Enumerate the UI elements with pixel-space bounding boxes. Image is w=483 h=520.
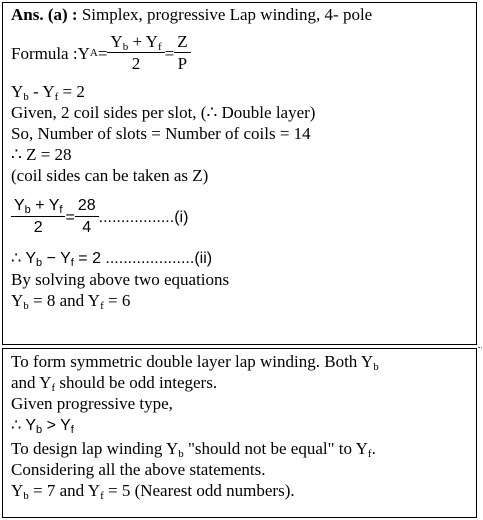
exp-l4-sub-b: b bbox=[36, 424, 43, 436]
res-mid: = 8 and Y bbox=[28, 291, 101, 310]
eq-i-sub-b: b bbox=[24, 203, 31, 216]
res-yf-sub: f bbox=[100, 300, 104, 312]
equation-i bbox=[11, 186, 470, 248]
frac-num-z: Z bbox=[174, 32, 190, 53]
eq-ii-mid: − Y bbox=[42, 250, 71, 267]
diff-rhs: = 2 bbox=[58, 82, 85, 101]
res-yb: Y bbox=[11, 291, 24, 310]
eq-i-den: 2 bbox=[33, 218, 43, 236]
explanation-line-6: Considering all the above statements. bbox=[11, 460, 266, 479]
eq-ii-prefix: ∴ Y bbox=[11, 250, 37, 267]
explanation-line-5 bbox=[11, 438, 470, 459]
eq-i-rnum: 28 bbox=[75, 196, 99, 217]
res-tail: = 6 bbox=[103, 291, 131, 310]
diff-yb-sub: b bbox=[23, 91, 29, 103]
formula-lhs: Y bbox=[77, 43, 90, 63]
answer-heading bbox=[11, 4, 470, 25]
fraction-z-over-p bbox=[174, 32, 190, 75]
eq-i-equals: = bbox=[65, 208, 75, 226]
equation-ii bbox=[11, 248, 470, 269]
exp-l1-text: To form symmetric double layer lap winding. Both Y bbox=[11, 352, 374, 371]
frac-num-yf: Y bbox=[145, 31, 158, 51]
fraction-yb-yf-over-2 bbox=[107, 32, 164, 75]
formula-eq: = bbox=[97, 43, 108, 63]
eq-i-right-fraction bbox=[75, 196, 99, 239]
eq-i-rden: 4 bbox=[82, 218, 92, 236]
exp-l4-mid: > Y bbox=[42, 417, 71, 434]
formula-equals: = bbox=[164, 43, 175, 63]
frac-den-2: 2 bbox=[131, 53, 141, 73]
frac-plus: + bbox=[128, 31, 146, 51]
explanation-line-2 bbox=[11, 372, 470, 393]
coil-note: (coil sides can be taken as Z) bbox=[11, 166, 209, 185]
given-line: Given, 2 coil sides per slot, (∴ Double layer) bbox=[11, 103, 316, 122]
explanation-line-1 bbox=[11, 351, 470, 372]
exp-l5-sub-f: f bbox=[367, 448, 372, 460]
exp-l7-sub-b: b bbox=[23, 490, 29, 502]
exp-l5-text-b: "should not be equal" to Y bbox=[183, 439, 368, 458]
exp-l4-sub-f: f bbox=[70, 424, 74, 436]
z-line: ∴ Z = 28 bbox=[11, 145, 72, 164]
result-line bbox=[11, 290, 470, 311]
eq-ii-tail: = 2 ....................(ii) bbox=[73, 250, 213, 267]
eq-i-sub-f: f bbox=[59, 203, 63, 216]
answer-title: Simplex, progressive Lap winding, 4- pole bbox=[81, 5, 373, 24]
explanation-line-4 bbox=[11, 414, 470, 438]
answer-label: Ans. (a) : bbox=[11, 5, 78, 24]
explanation-box bbox=[2, 348, 477, 518]
formula-prefix: Formula : bbox=[11, 43, 78, 63]
res-yb-sub: b bbox=[23, 300, 29, 312]
solving-line: By solving above two equations bbox=[11, 270, 230, 289]
exp-l7-text-a: Y bbox=[11, 481, 24, 500]
exp-l7-sub-f: f bbox=[100, 490, 104, 502]
frac-num-yb-sub: b bbox=[122, 40, 129, 53]
formula-line: Formula : Y A = $\frac{Y_b + Y_f}{2}$ = $\frac{Z}{P}$ bbox=[11, 25, 470, 81]
eq-i-left-fraction: $\frac{Y_b + Y_f}{2}$ bbox=[11, 196, 65, 239]
exp-l5-sub-b: b bbox=[178, 448, 184, 460]
frac-num-yb: Y bbox=[110, 31, 123, 51]
difference-line bbox=[11, 81, 470, 102]
frac-num-yf-sub: f bbox=[157, 40, 162, 53]
diff-yf-sub: f bbox=[54, 91, 59, 103]
exp-l2-text-b: should be odd integers. bbox=[55, 373, 218, 392]
diff-yb: Y bbox=[11, 82, 24, 101]
exp-l7-text-b: = 7 and Y bbox=[28, 481, 101, 500]
eq-i-tag: .................(i) bbox=[98, 208, 189, 226]
exp-l5-text-c: . bbox=[371, 439, 376, 458]
diff-op: - bbox=[28, 82, 43, 101]
eq-ii-sub-f: f bbox=[70, 257, 74, 269]
exp-l1-sub: b bbox=[373, 361, 379, 373]
frac-den-p: P bbox=[177, 53, 188, 73]
exp-l2-text-a: and Y bbox=[11, 373, 52, 392]
explanation-line-7 bbox=[11, 480, 470, 501]
exp-l7-text-c: = 5 (Nearest odd numbers). bbox=[103, 481, 295, 500]
exp-l4-text: ∴ Y bbox=[11, 417, 37, 434]
eq-ii-sub-b: b bbox=[36, 257, 43, 269]
dotted-separator bbox=[478, 347, 482, 349]
exp-l2-sub: f bbox=[51, 382, 56, 394]
explanation-line-3: Given progressive type, bbox=[11, 394, 173, 413]
diff-yf: Y bbox=[42, 82, 55, 101]
slots-line: So, Number of slots = Number of coils = 14 bbox=[11, 124, 311, 143]
exp-l5-text-a: To design lap winding Y bbox=[11, 439, 179, 458]
answer-box bbox=[2, 2, 477, 345]
